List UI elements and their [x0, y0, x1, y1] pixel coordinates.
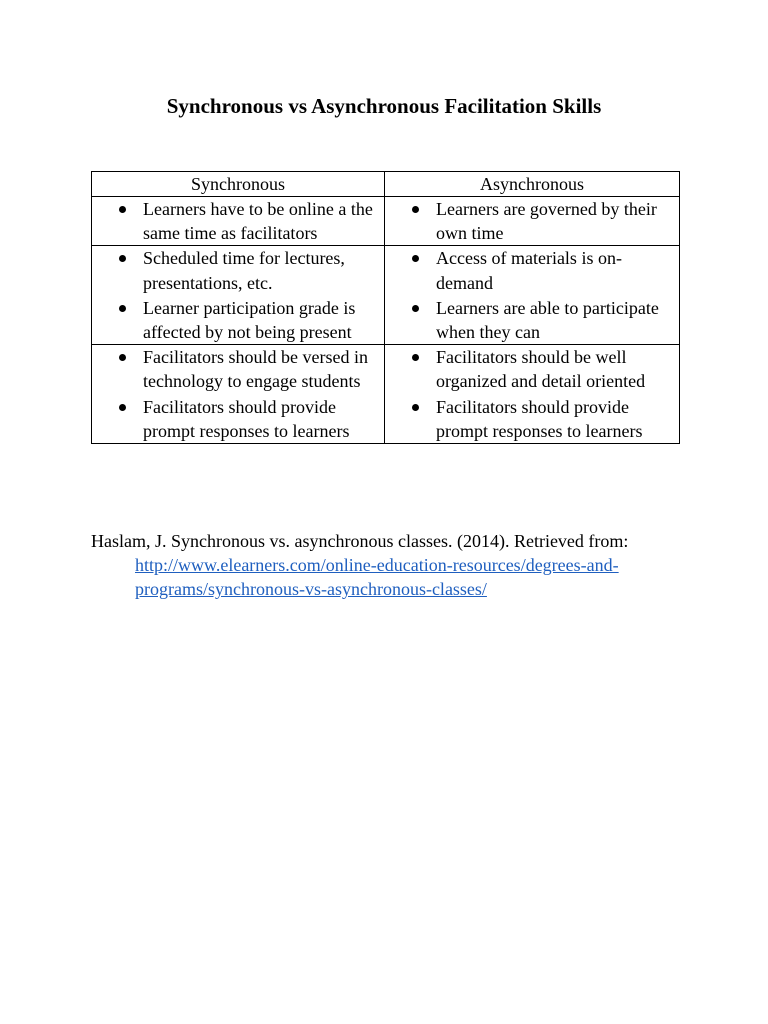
synchronous-cell [92, 197, 385, 246]
bullet-icon [412, 255, 419, 262]
list-item-text: Facilitators should be well organized and detail oriented [436, 347, 646, 392]
synchronous-cell [92, 345, 385, 444]
bullet-list [92, 197, 382, 245]
table-row [92, 345, 680, 444]
asynchronous-cell [385, 197, 680, 246]
citation [91, 529, 691, 601]
list-item-text: Learners are able to participate when they can [436, 297, 659, 343]
list-item-text: Scheduled time for lectures, presentations, etc. [143, 248, 345, 293]
bullet-list [92, 246, 382, 344]
header-asynchronous: Asynchronous [385, 172, 680, 197]
bullet-icon [119, 305, 126, 312]
table-header-row [92, 172, 680, 197]
bullet-icon [412, 404, 419, 411]
citation-link-line-1: http://www.elearners.com/online-education-resources/degrees-and- [135, 555, 619, 575]
list-item [92, 345, 382, 393]
bullet-list [92, 345, 382, 443]
citation-link[interactable] [135, 553, 691, 601]
list-item-text: Facilitators should be versed in technology to engage students [143, 347, 368, 392]
table-row [92, 197, 680, 246]
bullet-icon [412, 305, 419, 312]
list-item [385, 345, 677, 393]
asynchronous-cell [385, 246, 680, 345]
list-item [385, 246, 677, 294]
list-item [385, 197, 677, 245]
bullet-icon [412, 354, 419, 361]
list-item [385, 395, 677, 443]
list-item-text: Access of materials is on-demand [436, 248, 622, 293]
synchronous-cell [92, 246, 385, 345]
list-item [92, 395, 382, 443]
list-item-text: Facilitators should provide prompt responses to learners [143, 396, 350, 441]
list-item-text: Learners are governed by their own time [436, 199, 657, 244]
comparison-table [91, 171, 680, 444]
list-item-text: Facilitators should provide prompt responses to learners [436, 396, 643, 441]
table-row [92, 246, 680, 345]
list-item-text: Learners have to be online a the same time as facilitators [143, 199, 373, 244]
bullet-list [385, 345, 677, 443]
citation-text: Haslam, J. Synchronous vs. asynchronous classes. (2014). Retrieved from: [91, 531, 629, 551]
bullet-list [385, 197, 677, 245]
bullet-icon [119, 206, 126, 213]
list-item [92, 197, 382, 245]
list-item [92, 296, 382, 344]
header-synchronous: Synchronous [92, 172, 385, 197]
list-item [385, 296, 677, 344]
bullet-icon [119, 404, 126, 411]
list-item [92, 246, 382, 294]
bullet-icon [119, 255, 126, 262]
bullet-icon [412, 206, 419, 213]
citation-link-line-2: programs/synchronous-vs-asynchronous-classes/ [135, 579, 487, 599]
page-title: Synchronous vs Asynchronous Facilitation Skills [166, 94, 602, 118]
bullet-list [385, 246, 677, 344]
bullet-icon [119, 354, 126, 361]
asynchronous-cell [385, 345, 680, 444]
list-item-text: Learner participation grade is affected by not being present [143, 297, 356, 343]
